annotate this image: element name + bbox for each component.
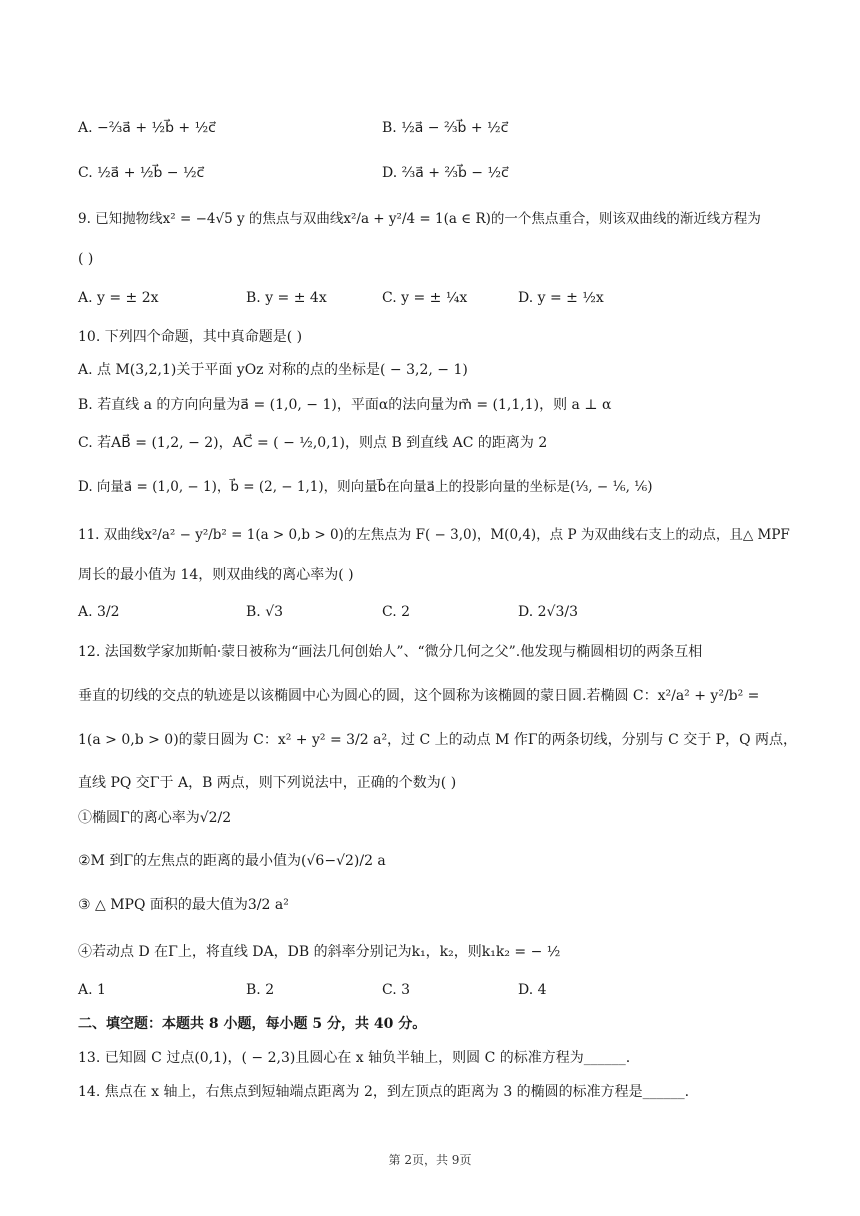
q13: 13. 已知圆 C 过点(0,1)，( − 2,3)且圆心在 x 轴负半轴上，则圆 C 的标准方程为______. — [78, 1050, 631, 1066]
q9-option-d: D. y = ± ½x — [518, 290, 604, 306]
q11-stem-1: 11. 双曲线x²/a² − y²/b² = 1(a > 0,b > 0)的左焦点为 F( − 3,0)，M(0,4)，点 P 为双曲线右支上的动点，且△ MPF — [78, 527, 790, 543]
q8-option-c: C. ½a⃗ + ½b⃗ − ½c⃗ — [78, 165, 205, 181]
q12-option-c: C. 3 — [382, 982, 411, 998]
q9-option-b: B. y = ± 4x — [246, 290, 327, 306]
q12-statement-3: ③ △ MPQ 面积的最大值为3/2 a² — [78, 897, 289, 913]
q10-option-d: D. 向量a⃗ = (1,0, − 1)，b⃗ = (2, − 1,1)，则向量b⃗在向量a⃗上的投影向量的坐标是(⅓, − ⅙, ⅙) — [78, 479, 653, 495]
q9-paren: ( ) — [78, 251, 94, 267]
q12-statement-1: ①椭圆Γ的离心率为√2/2 — [78, 810, 232, 826]
q11-option-b: B. √3 — [246, 604, 284, 620]
q10-option-c: C. 若AB⃗ = (1,2, − 2)，AC⃗ = ( − ½,0,1)，则点 B 到直线 AC 的距离为 2 — [78, 435, 548, 451]
page-footer: 第 2页，共 9页 — [388, 1153, 472, 1167]
q9-stem: 9. 已知抛物线x² = −4√5 y 的焦点与双曲线x²/a + y²/4 = 1(a ∈ R)的一个焦点重合，则该双曲线的渐近线方程为 — [78, 211, 761, 227]
q12-stem-4: 直线 PQ 交Γ于 A，B 两点，则下列说法中，正确的个数为( ) — [78, 775, 457, 791]
q12-stem-1: 12. 法国数学家加斯帕·蒙日被称为“画法几何创始人”、“微分几何之父”.他发现与椭圆相切的两条互相 — [78, 644, 703, 660]
q10-option-b: B. 若直线 a 的方向向量为a⃗ = (1,0, − 1)，平面α的法向量为m⃗ = (1,1,1)，则 a ⊥ α — [78, 397, 612, 413]
q9-option-c: C. y = ± ¼x — [382, 290, 468, 306]
q12-stem-3: 1(a > 0,b > 0)的蒙日圆为 C：x² + y² = 3/2 a²，过 C 上的动点 M 作Γ的两条切线，分别与 C 交于 P，Q 两点， — [78, 732, 798, 748]
q8-option-a: A. −⅔a⃗ + ½b⃗ + ½c⃗ — [78, 120, 216, 136]
q11-option-d: D. 2√3/3 — [518, 604, 578, 620]
q11-stem-2: 周长的最小值为 14，则双曲线的离心率为( ) — [78, 567, 354, 583]
q8-option-b: B. ½a⃗ − ⅔b⃗ + ½c⃗ — [382, 120, 509, 136]
q12-option-d: D. 4 — [518, 982, 547, 998]
q14: 14. 焦点在 x 轴上，右焦点到短轴端点距离为 2，到左顶点的距离为 3 的椭圆的标准方程是______. — [78, 1084, 690, 1100]
q9-option-a: A. y = ± 2x — [78, 290, 159, 306]
q10-stem: 10. 下列四个命题，其中真命题是( ) — [78, 329, 303, 345]
q8-option-d: D. ⅔a⃗ + ⅔b⃗ − ½c⃗ — [382, 165, 509, 181]
section-heading: 二、填空题：本题共 8 小题，每小题 5 分，共 40 分。 — [78, 1016, 427, 1032]
q12-option-a: A. 1 — [78, 982, 106, 998]
q10-option-a: A. 点 M(3,2,1)关于平面 yOz 对称的点的坐标是( − 3,2, − 1) — [78, 362, 468, 378]
q12-statement-2: ②M 到Γ的左焦点的距离的最小值为(√6−√2)/2 a — [78, 853, 386, 869]
q11-option-a: A. 3/2 — [78, 604, 120, 620]
q12-stem-2: 垂直的切线的交点的轨迹是以该椭圆中心为圆心的圆，这个圆称为该椭圆的蒙日圆.若椭圆 C：x²/a² + y²/b² = — [78, 688, 760, 704]
q12-statement-4: ④若动点 D 在Γ上，将直线 DA，DB 的斜率分别记为k₁，k₂，则k₁k₂ = − ½ — [78, 944, 561, 960]
q11-option-c: C. 2 — [382, 604, 411, 620]
q12-option-b: B. 2 — [246, 982, 275, 998]
